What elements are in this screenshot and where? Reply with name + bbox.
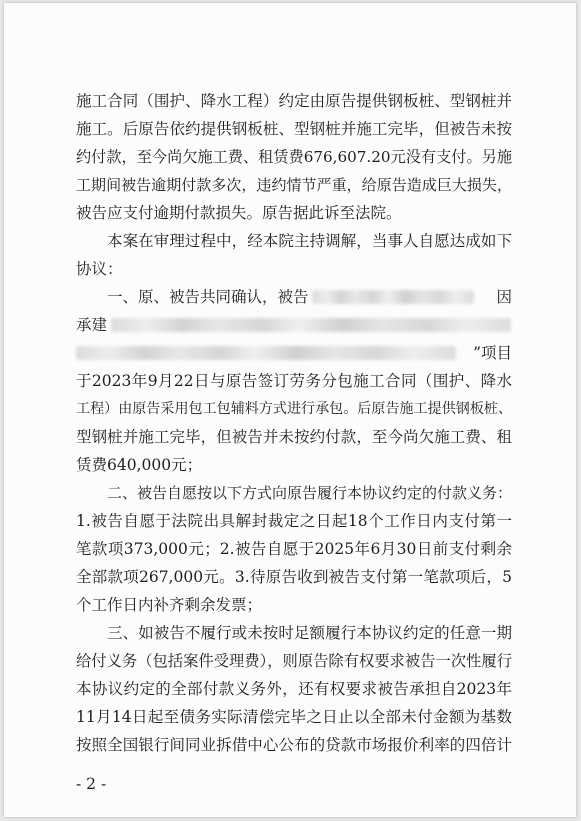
text-line: 三、如被告不履行或未按时足额履行本协议约定的任意一期 bbox=[107, 624, 512, 642]
text-line: 工程）由原告采用包工包辅料方式进行承包。后原告施工提供钢板桩、 bbox=[76, 401, 512, 417]
line-start-text: 一、原、被告共同确认，被告 bbox=[107, 288, 309, 306]
text-line: 1.被告自愿于法院出具解封裁定之日起18个工作日内支付第一 bbox=[76, 512, 512, 530]
text-line: 约付款，至今尚欠施工费、租赁费676,607.20元没有支付。另施 bbox=[76, 148, 512, 166]
text-line: 赁费640,000元； bbox=[76, 456, 203, 474]
text-line: 二、被告自愿按以下方式向原告履行本协议约定的付款义务： bbox=[107, 484, 512, 502]
page-number: - 2 - bbox=[76, 775, 107, 793]
line-end-text: 因 bbox=[496, 288, 512, 306]
text-line-redacted bbox=[76, 341, 512, 365]
line-start-text: 承建 bbox=[76, 316, 108, 334]
text-line: 11月14日起至债务实际清偿完毕之日止以全部未付金额为基数 bbox=[76, 708, 512, 726]
text-line: 给付义务（包括案件受理费），则原告除有权要求被告一次性履行 bbox=[76, 652, 512, 670]
text-line: 全部款项267,000元。3.待原告收到被告支付第一笔款项后，5 bbox=[76, 568, 512, 586]
text-line: 本协议约定的全部付款义务外，还有权要求被告承担自2023年 bbox=[76, 680, 512, 698]
text-line: 施工合同（围护、降水工程）约定由原告提供钢板桩、型钢桩并 bbox=[76, 92, 512, 110]
text-line-redacted bbox=[76, 313, 512, 337]
text-line: 被告应支付逾期付款损失。原告据此诉至法院。 bbox=[76, 204, 402, 222]
line-end-text: ”项目 bbox=[473, 344, 512, 362]
redacted-block bbox=[76, 346, 456, 360]
text-line: 个工作日内补齐剩余发票； bbox=[76, 596, 263, 614]
redacted-block bbox=[111, 318, 511, 332]
text-line: 协议： bbox=[76, 260, 123, 278]
text-line: 工期间被告逾期付款多次，违约情节严重，给原告造成巨大损失， bbox=[76, 176, 512, 194]
text-line-redacted bbox=[107, 285, 512, 309]
text-line: 按照全国银行间同业拆借中心公布的贷款市场报价利率的四倍计 bbox=[76, 736, 512, 754]
text-line: 施工。后原告依约提供钢板桩、型钢桩并施工完毕，但被告未按 bbox=[76, 120, 512, 138]
text-line: 笔款项373,000元；2.被告自愿于2025年6月30日前支付剩余 bbox=[76, 540, 512, 558]
text-line: 本案在审理过程中，经本院主持调解，当事人自愿达成如下 bbox=[107, 232, 512, 250]
redacted-block bbox=[312, 290, 474, 304]
text-line: 型钢桩并施工完毕，但被告并未按约付款，至今尚欠施工费、租 bbox=[76, 428, 512, 446]
text-line: 于2023年9月22日与原告签订劳务分包施工合同（围护、降水 bbox=[76, 372, 512, 390]
